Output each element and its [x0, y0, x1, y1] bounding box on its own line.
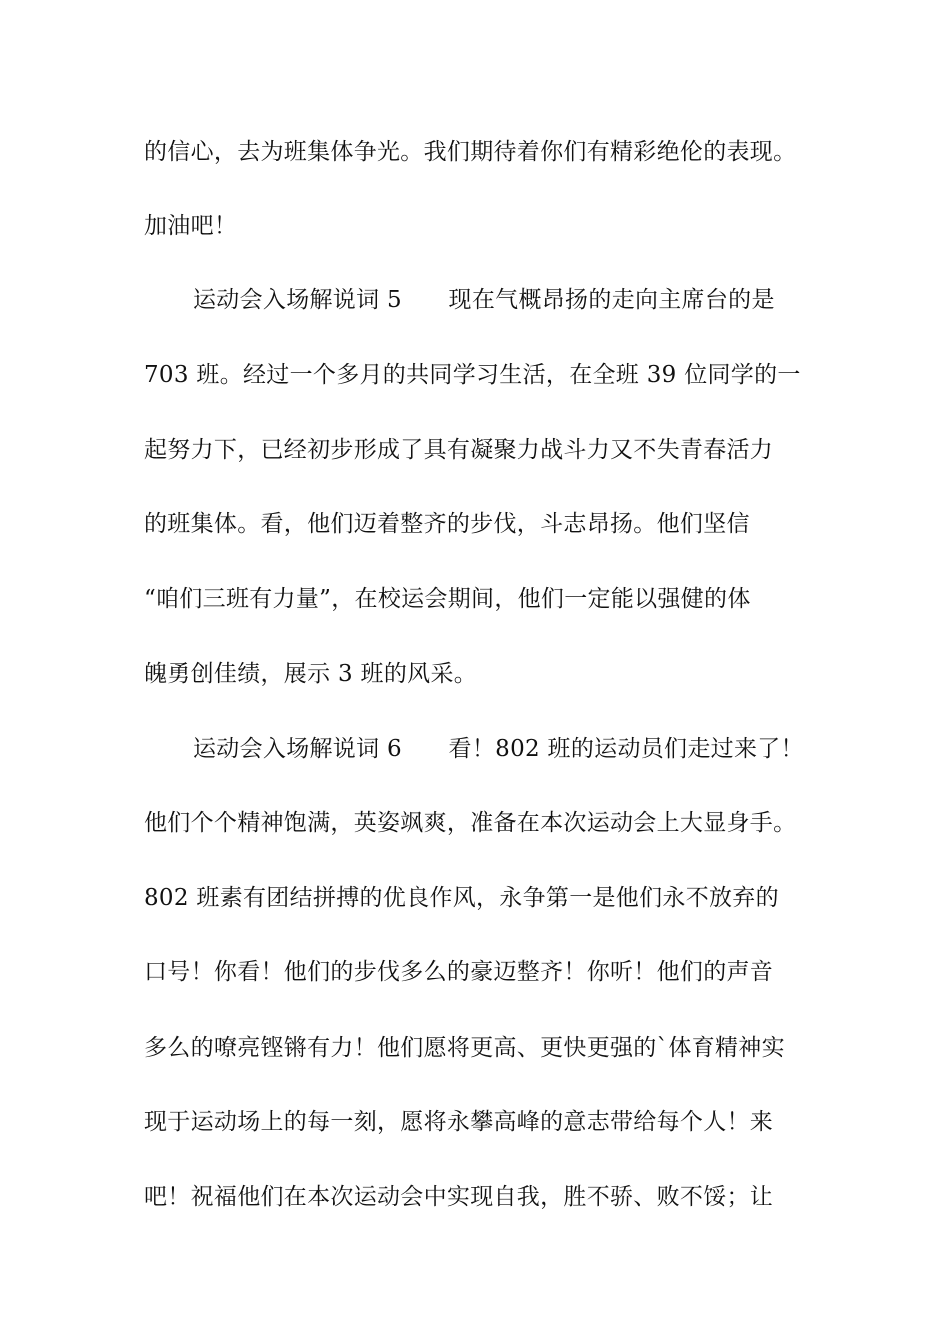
text-line: 703 班。经过一个多月的共同学习生活，在全班 39 位同学的一 — [144, 362, 801, 388]
text-line: 现于运动场上的每一刻，愿将永攀高峰的意志带给每个人！来 — [144, 1109, 774, 1135]
text-line: 口号！你看！他们的步伐多么的豪迈整齐！你听！他们的声音 — [144, 959, 774, 985]
text-line: 的信心，去为班集体争光。我们期待着你们有精彩绝伦的表现。 — [144, 139, 797, 165]
text-line: 802 班素有团结拼搏的优良作风，永争第一是他们永不放弃的 — [144, 885, 779, 911]
text-line: 他们个个精神饱满，英姿飒爽，准备在本次运动会上大显身手。 — [144, 810, 797, 836]
section-heading-line: 运动会入场解说词 6 看！802 班的运动员们走过来了！ — [193, 736, 804, 762]
text-line: “咱们三班有力量”，在校运会期间，他们一定能以强健的体 — [144, 586, 751, 612]
text-line: 吧！祝福他们在本次运动会中实现自我，胜不骄、败不馁；让 — [144, 1184, 774, 1210]
text-line: 起努力下，已经初步形成了具有凝聚力战斗力又不失青春活力 — [144, 437, 774, 463]
text-line: 的班集体。看，他们迈着整齐的步伐，斗志昂扬。他们坚信 — [144, 511, 750, 537]
text-line: 魄勇创佳绩，展示 3 班的风采。 — [144, 661, 478, 687]
text-line: 多么的嘹亮铿锵有力！他们愿将更高、更快更强的`体育精神实 — [144, 1035, 785, 1061]
text-line: 加油吧！ — [144, 213, 238, 239]
section-heading-line: 运动会入场解说词 5 现在气概昂扬的走向主席台的是 — [193, 287, 775, 313]
